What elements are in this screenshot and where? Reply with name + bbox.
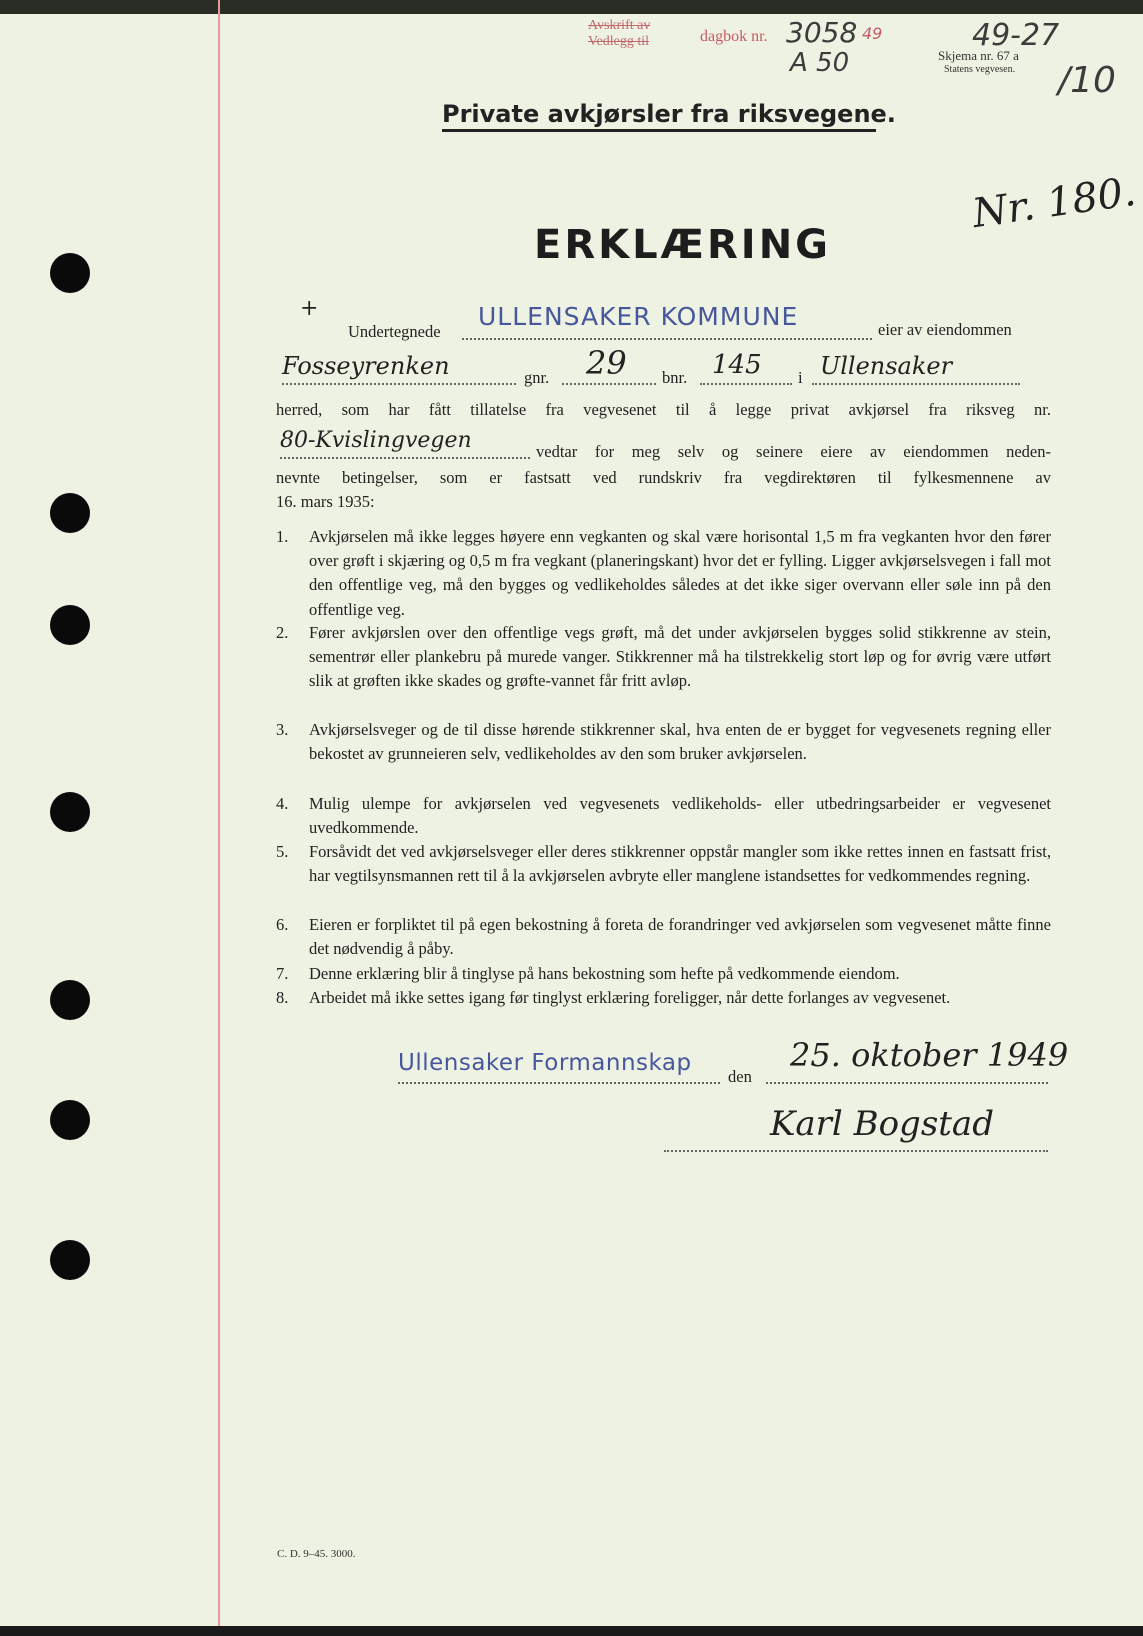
dotted-line: [700, 383, 792, 385]
form-title: Private avkjørsler fra riksvegene.: [442, 100, 896, 128]
gnr-label: gnr.: [524, 368, 550, 387]
declaration-line-4: vedtar for meg selv og seinere eiere av eiendommen neden-: [536, 442, 1051, 461]
form-code: C. D. 9–45. 3000.: [277, 1548, 356, 1560]
condition-number: 8.: [276, 988, 289, 1007]
i-label: i: [798, 368, 803, 387]
condition-item: [276, 621, 1051, 694]
condition-number: 6.: [276, 915, 289, 934]
condition-text: Eieren er forpliktet til på egen bekostning å foreta de forandringer ved avkjørselen som vegvesenet måtte finne det nødvendig å påby.: [309, 915, 1051, 959]
document-heading: ERKLÆRING: [534, 222, 831, 268]
dotted-line: [664, 1150, 1048, 1152]
undertegnede-label: Undertegnede: [348, 322, 441, 341]
punch-hole: [50, 980, 90, 1020]
condition-text: Avkjørselsveger og de til disse hørende stikkrenner skal, hva enten de er bygget for vegvesenets regning eller bekostet av grunneieren selv, vedlikeholdes av den som bruker avkjørselen.: [309, 720, 1051, 764]
margin-line: [218, 0, 220, 1636]
condition-text: Arbeidet må ikke settes igang før tinglyst erklæring foreligger, når dette forlanges av vegvesenet.: [309, 988, 951, 1007]
bnr-label: bnr.: [662, 368, 688, 387]
declaration-line-5: nevnte betingelser, som er fastsatt ved rundskriv fra vegdirektøren til fylkesmennene av: [276, 468, 1051, 487]
eier-label: eier av eiendommen: [878, 320, 1012, 339]
signature-name: Karl Bogstad: [770, 1104, 994, 1144]
mark-plus: +: [300, 296, 319, 321]
pencil-ref-2: A 50: [790, 48, 850, 78]
scan-top-edge: [0, 0, 1143, 14]
condition-item: [276, 525, 1051, 622]
property-name: Fosseyrenken: [282, 352, 450, 380]
skjema-label: Skjema nr. 67 a: [938, 48, 1019, 63]
condition-number: 3.: [276, 720, 289, 739]
punch-hole: [50, 1240, 90, 1280]
owner-stamp: ULLENSAKER KOMMUNE: [478, 302, 799, 331]
formannskap-stamp: Ullensaker Formannskap: [398, 1050, 692, 1076]
den-label: den: [728, 1067, 752, 1086]
nr-handwritten: Nr. 180.: [969, 168, 1139, 238]
punch-hole: [50, 792, 90, 832]
condition-number: 2.: [276, 623, 289, 642]
bnr-value: 145: [712, 350, 762, 380]
punch-hole: [50, 253, 90, 293]
declaration-line-6: 16. mars 1935:: [276, 492, 375, 511]
condition-text: Denne erklæring blir å tinglyse på hans bekostning som hefte på vedkommende eiendom.: [309, 964, 900, 983]
statens-vegvesen: Statens vegvesen.: [944, 64, 1016, 75]
header-avskrift: Avskrift av Vedlegg til: [588, 18, 651, 49]
dotted-line: [282, 383, 516, 385]
dotted-line: [280, 457, 530, 459]
punch-hole: [50, 493, 90, 533]
punch-hole: [50, 1100, 90, 1140]
condition-text: Forsåvidt det ved avkjørselsveger eller deres stikkrenner oppstår mangler som ikke rettes innen en fastsatt frist, har vegtilsynsmannen rett til å la avkjørselen avbryte eller manglene istandsettes for vedkommendes regning.: [309, 842, 1051, 886]
title-underline: [442, 129, 876, 132]
dotted-line: [812, 383, 1020, 385]
pencil-ref: 49-27: [972, 18, 1060, 53]
condition-item: [276, 986, 1051, 1010]
dotted-line: [562, 383, 656, 385]
pencil-fraction: /10: [1058, 60, 1116, 101]
condition-item: [276, 840, 1051, 888]
condition-number: 5.: [276, 842, 289, 861]
signature-date: 25. oktober 1949: [790, 1036, 1069, 1074]
header-dagbok: dagbok nr.: [700, 28, 768, 45]
condition-text: Mulig ulempe for avkjørselen ved vegvesenets vedlikeholds- eller utbedringsarbeider er vegvesenet uvedkommende.: [309, 794, 1051, 838]
scan-bottom-edge: [0, 1626, 1143, 1636]
punch-hole: [50, 605, 90, 645]
condition-item: [276, 913, 1051, 961]
condition-item: [276, 962, 1051, 986]
dagbok-number: 3058: [786, 16, 858, 49]
condition-item: [276, 718, 1051, 766]
riksveg-handwritten: 80-Kvislingvegen: [280, 428, 472, 453]
dotted-line: [766, 1082, 1048, 1084]
dagbok-year: 49: [862, 24, 883, 43]
condition-number: 4.: [276, 794, 289, 813]
condition-number: 1.: [276, 527, 289, 546]
condition-text: Avkjørselen må ikke legges høyere enn vegkanten og skal være horisontal 1,5 m fra vegkanten hvor den fører over grøft i skjæring og 0,5 m fra vegkant (planeringskant) hvor det er fylling. Ligger avkjørselsvegen i fall mot den offentlige veg, må den bygges og vedlikeholdes således at det ikke siger overvann eller søle inn på den offentlige veg.: [309, 527, 1051, 619]
condition-text: Fører avkjørslen over den offentlige vegs grøft, må det under avkjørselen bygges solid stikkrenne av stein, sementrør eller plankebru på murede vanger. Stikkrenner må ha tilstrekkelig stort løp og for øvrig være utført slik at grøften ikke skades og grøfte-vannet får fritt avløp.: [309, 623, 1051, 691]
gnr-value: 29: [586, 344, 627, 382]
condition-number: 7.: [276, 964, 289, 983]
herred-name: Ullensaker: [820, 352, 953, 380]
declaration-line-3: herred, som har fått tillatelse fra vegvesenet til å legge privat avkjørsel fra riksveg nr.: [276, 400, 1051, 419]
dotted-line: [398, 1082, 720, 1084]
dotted-line: [462, 338, 872, 340]
condition-item: [276, 792, 1051, 840]
